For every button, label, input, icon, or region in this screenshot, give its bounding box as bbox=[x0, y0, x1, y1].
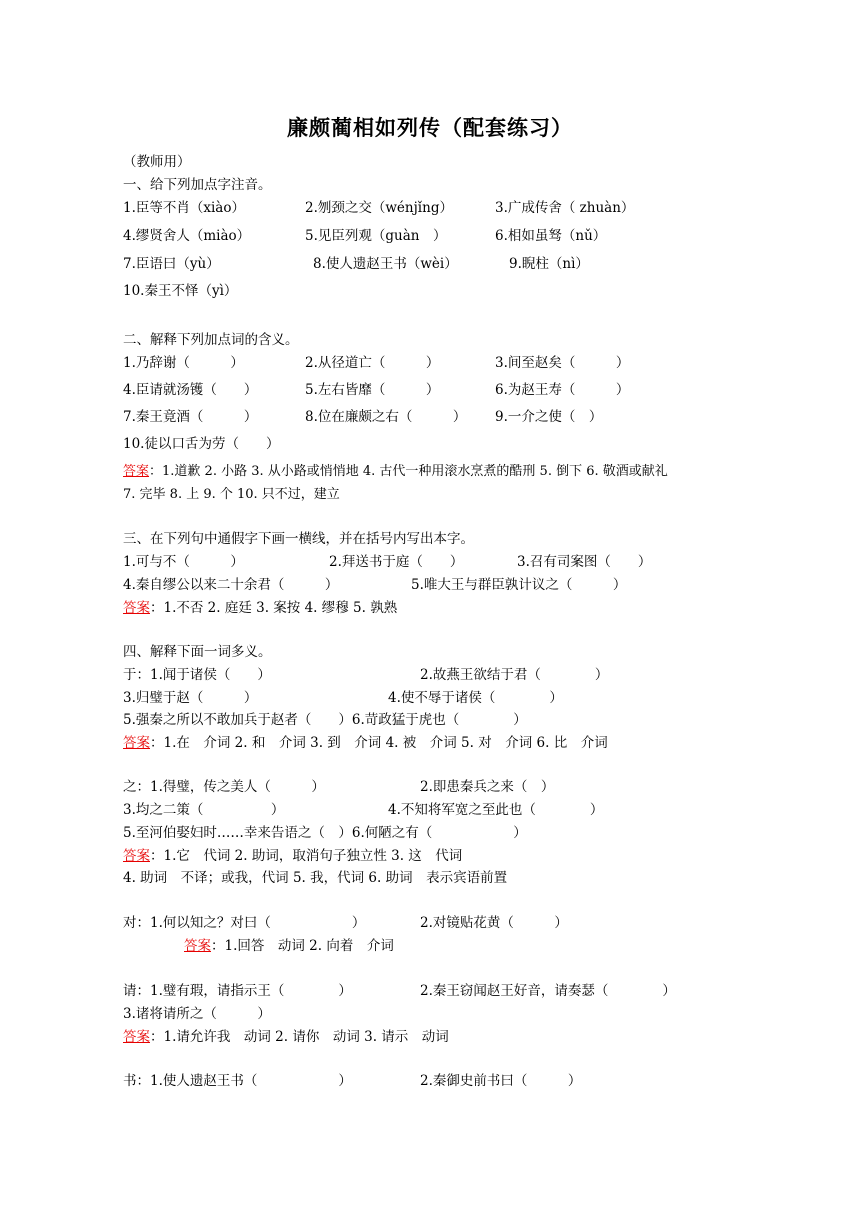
question-item: 10.秦王不怿（yì） bbox=[123, 283, 238, 299]
question-item: 4.秦自缪公以来二十余君（ ） bbox=[123, 577, 339, 593]
answer-label: 答案 bbox=[123, 735, 150, 751]
page-title: 廉颇蔺相如列传（配套练习） bbox=[287, 116, 573, 140]
yu-row-3: 5.强秦之所以不敢加兵于赵者（ ）6.苛政猛于虎也（ ） bbox=[123, 712, 527, 728]
question-item: 5.唯大王与群臣孰计议之（ ） bbox=[411, 577, 627, 593]
question-item: 9.一介之使（ ） bbox=[495, 409, 603, 425]
qing-answer bbox=[123, 1027, 449, 1047]
question-item: 2.故燕王欲结于君（ ） bbox=[420, 667, 609, 683]
question-item: 10.徒以口舌为劳（ ） bbox=[123, 436, 280, 452]
question-item: 4.不知将军宽之至此也（ ） bbox=[388, 802, 604, 818]
question-item: 1.乃辞谢（ ） bbox=[123, 355, 244, 371]
question-item: 5.见臣列观（guàn ） bbox=[305, 228, 447, 244]
section3-answer bbox=[123, 598, 397, 618]
section2-answer bbox=[123, 462, 668, 482]
section1-heading: 一、给下列加点字注音。 bbox=[123, 177, 272, 193]
question-item: 2.即患秦兵之来（ ） bbox=[420, 779, 555, 795]
section2-answer-cont: 7. 完毕 8. 上 9. 个 10. 只不过，建立 bbox=[123, 487, 340, 502]
answer-label: 答案 bbox=[123, 848, 150, 864]
question-item: 之：1.得璧，传之美人（ ） bbox=[123, 779, 325, 795]
question-item: 2.从径道亡（ ） bbox=[305, 355, 440, 371]
question-item: 4.臣请就汤镬（ ） bbox=[123, 382, 258, 398]
answer-label: 答案 bbox=[123, 464, 150, 479]
question-item: 1.可与不（ ） bbox=[123, 554, 244, 570]
subtitle: （教师用） bbox=[123, 154, 191, 170]
question-item: 对：1.何以知之？对曰（ ） bbox=[123, 915, 366, 931]
answer-label: 答案 bbox=[123, 1029, 150, 1045]
question-item: 3.广成传舍（ zhuàn） bbox=[495, 200, 635, 216]
question-item: 1.臣等不肖（xiào） bbox=[123, 200, 245, 216]
section3-heading: 三、在下列句中通假字下画一横线，并在括号内写出本字。 bbox=[123, 531, 474, 547]
question-item: 3.归璧于赵（ ） bbox=[123, 690, 258, 706]
question-item: 6.为赵王寿（ ） bbox=[495, 382, 630, 398]
zhi-row-3: 5.至河伯娶妇时……幸来告语之（ ）6.何陋之有（ ） bbox=[123, 825, 527, 841]
zhi-answer-cont: 4. 助词 不译；或我，代词 5. 我，代词 6. 助词 表示宾语前置 bbox=[123, 870, 508, 886]
question-item: 3.间至赵矣（ ） bbox=[495, 355, 630, 371]
question-item: 2.拜送书于庭（ ） bbox=[329, 554, 464, 570]
question-item: 4.使不辱于诸侯（ ） bbox=[388, 690, 563, 706]
question-item: 6.相如虽驽（nǔ） bbox=[495, 228, 607, 244]
question-item: 9.睨柱（nì） bbox=[509, 256, 589, 272]
question-item: 7.秦王竟酒（ ） bbox=[123, 409, 258, 425]
question-item: 2.对镜贴花黄（ ） bbox=[420, 915, 568, 931]
question-item: 8.使人遗赵王书（wèi） bbox=[313, 256, 458, 272]
question-item: 2.秦王窃闻赵王好音，请奏瑟（ ） bbox=[420, 983, 676, 999]
section4-heading: 四、解释下面一词多义。 bbox=[123, 644, 272, 660]
question-item: 2.秦御史前书曰（ ） bbox=[420, 1073, 582, 1089]
yu-answer bbox=[123, 733, 608, 753]
answer-label: 答案 bbox=[184, 938, 211, 954]
answer-text: ：1.它 代词 2. 助词，取消句子独立性 3. 这 代词 bbox=[150, 848, 463, 864]
question-item: 3.均之二策（ ） bbox=[123, 802, 285, 818]
qing-row-2: 3.诸将请所之（ ） bbox=[123, 1006, 271, 1022]
question-item: 8.位在廉颇之右（ ） bbox=[305, 409, 467, 425]
answer-text: ：1.道歉 2. 小路 3. 从小路或悄悄地 4. 古代一种用滚水烹煮的酷刑 5. 倒下 6. 敬酒或献礼 bbox=[149, 464, 668, 479]
question-item: 7.臣语曰（yù） bbox=[123, 256, 220, 272]
question-item: 2.刎颈之交（wénjǐng） bbox=[305, 200, 453, 216]
dui-answer bbox=[184, 936, 394, 956]
answer-text: ：1.在 介词 2. 和 介词 3. 到 介词 4. 被 介词 5. 对 介词 6. 比 介词 bbox=[150, 735, 608, 751]
question-item: 书：1.使人遗赵王书（ ） bbox=[123, 1073, 352, 1089]
answer-text: ：1.请允许我 动词 2. 请你 动词 3. 请示 动词 bbox=[150, 1029, 449, 1045]
question-item: 3.召有司案图（ ） bbox=[517, 554, 652, 570]
section2-heading: 二、解释下列加点词的含义。 bbox=[123, 332, 299, 348]
question-item: 于：1.闻于诸侯（ ） bbox=[123, 667, 271, 683]
zhi-answer bbox=[123, 846, 462, 866]
answer-text: ：1.不否 2. 庭廷 3. 案按 4. 缪穆 5. 孰熟 bbox=[150, 600, 398, 616]
question-item: 5.左右皆靡（ ） bbox=[305, 382, 440, 398]
answer-label: 答案 bbox=[123, 600, 150, 616]
question-item: 4.缪贤舍人（miào） bbox=[123, 228, 251, 244]
question-item: 请：1.璧有瑕，请指示王（ ） bbox=[123, 983, 352, 999]
answer-text: ：1.回答 动词 2. 向着 介词 bbox=[211, 938, 394, 954]
